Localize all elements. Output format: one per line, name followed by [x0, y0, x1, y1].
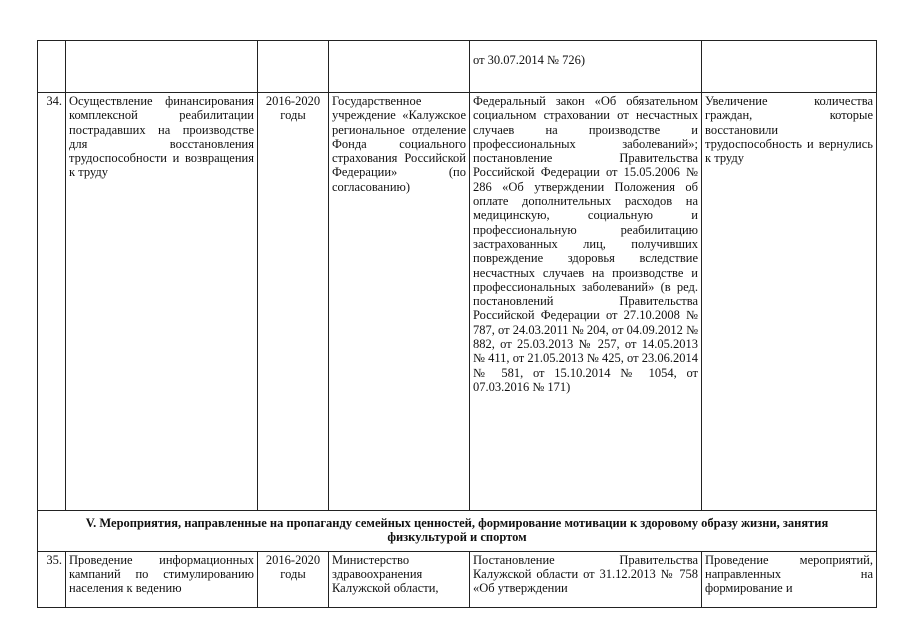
measure-cell: Осуществление финансирования комплексной реабилитации пострадавших на производстве для восстановления трудоспособности и возвращения к труду — [66, 93, 258, 511]
cell-empty — [702, 41, 877, 93]
row-number: 34. — [38, 93, 66, 511]
legal-basis-cell: Федеральный закон «Об обязательном социальном страховании от несчастных случаев на производстве и профессиональных заболеваний»; постановление Правительства Российской Федерации от 15.05.2006 № 286 «Об утверждении Положения об оплате дополнительных расходов на медицинскую, социальную и профессиональную реабилитацию застрахованных лиц, получивших повреждение здоровья вследствие несчастных случаев на производстве и профессиональных заболеваний» (в ред. постановлений Правительства Российской Федерации от 27.10.2008 № 787, от 24.03.2011 № 204, от 04.09.2012 № 882, от 25.03.2013 № 257, от 14.05.2013 № 411, от 21.05.2013 № 425, от 23.06.2014 № 581, от 15.10.2014 № 1054, от 07.03.2016 № 171) — [470, 93, 702, 511]
legal-basis-cell: от 30.07.2014 № 726) — [470, 41, 702, 93]
table-row-35 — [38, 551, 877, 607]
cell-empty — [329, 41, 470, 93]
cell-empty — [38, 41, 66, 93]
section-title: V. Мероприятия, направленные на пропаганду семейных ценностей, формирование мотивации к здоровому образу жизни, занятия физкультурой и спортом — [38, 511, 877, 552]
result-cell: Увеличение количества граждан, которые восстановили трудоспособность и вернулись к труду — [702, 93, 877, 511]
period-cell: 2016-2020 годы — [258, 93, 329, 511]
table-row-34 — [38, 93, 877, 511]
row-number: 35. — [38, 551, 66, 607]
table-row-continued — [38, 41, 877, 93]
executor-cell: Государственное учреждение «Калужское региональное отделение Фонда социального страхования Российской Федерации» (по согласованию) — [329, 93, 470, 511]
cell-empty — [66, 41, 258, 93]
cell-empty — [258, 41, 329, 93]
executor-cell: Министерство здравоохранения Калужской области, — [329, 551, 470, 607]
section-header-row — [38, 511, 877, 552]
activities-table — [37, 40, 877, 608]
legal-basis-cell: Постановление Правительства Калужской области от 31.12.2013 № 758 «Об утверждении — [470, 551, 702, 607]
period-cell: 2016-2020 годы — [258, 551, 329, 607]
measure-cell: Проведение информационных кампаний по стимулированию населения к ведению — [66, 551, 258, 607]
result-cell: Проведение мероприятий, направленных на формирование и — [702, 551, 877, 607]
